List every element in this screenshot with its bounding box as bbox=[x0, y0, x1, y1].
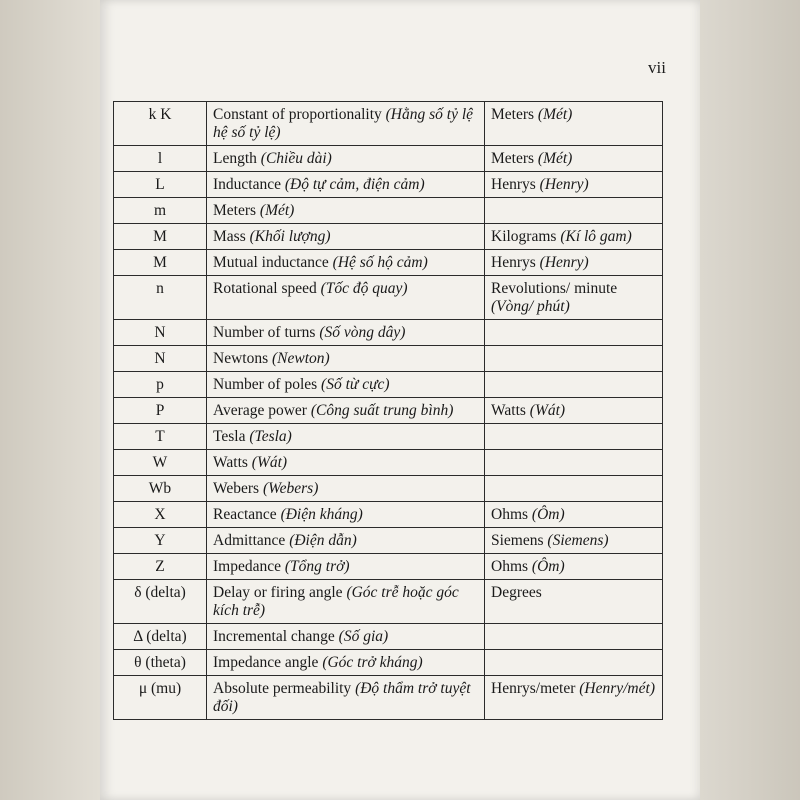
table-row bbox=[114, 580, 663, 624]
unit-vietnamese: (Mét) bbox=[537, 106, 573, 123]
unit-cell bbox=[485, 224, 663, 250]
symbol-cell: Y bbox=[114, 528, 207, 554]
unit-cell bbox=[485, 502, 663, 528]
unit-cell bbox=[485, 554, 663, 580]
description-cell bbox=[207, 398, 485, 424]
description-english: Number of poles bbox=[213, 376, 322, 393]
description-vietnamese: (Wát) bbox=[251, 454, 288, 471]
unit-cell bbox=[485, 198, 663, 224]
unit-english: Meters bbox=[491, 150, 538, 167]
description-cell bbox=[207, 198, 485, 224]
description-cell bbox=[207, 372, 485, 398]
description-cell bbox=[207, 450, 485, 476]
description-cell bbox=[207, 676, 485, 720]
unit-cell bbox=[485, 372, 663, 398]
description-vietnamese: (Số gia) bbox=[338, 628, 389, 645]
unit-cell bbox=[485, 676, 663, 720]
description-cell bbox=[207, 580, 485, 624]
symbol-cell: δ (delta) bbox=[114, 580, 207, 624]
table-row bbox=[114, 502, 663, 528]
unit-cell bbox=[485, 250, 663, 276]
unit-english: Meters bbox=[491, 106, 538, 123]
page-number: vii bbox=[648, 58, 666, 77]
unit-cell bbox=[485, 528, 663, 554]
description-vietnamese: (Newton) bbox=[271, 350, 330, 367]
description-english: Mass bbox=[213, 228, 250, 245]
description-vietnamese: (Điện kháng) bbox=[280, 506, 363, 523]
symbol-cell: n bbox=[114, 276, 207, 320]
description-english: Mutual inductance bbox=[213, 254, 333, 271]
table-row bbox=[114, 276, 663, 320]
unit-cell bbox=[485, 476, 663, 502]
unit-cell bbox=[485, 650, 663, 676]
table-row bbox=[114, 146, 663, 172]
symbol-cell: Wb bbox=[114, 476, 207, 502]
description-english: Incremental change bbox=[213, 628, 339, 645]
background-right bbox=[700, 0, 800, 800]
table-row bbox=[114, 346, 663, 372]
symbol-cell: m bbox=[114, 198, 207, 224]
unit-cell bbox=[485, 276, 663, 320]
description-vietnamese: (Góc trở kháng) bbox=[322, 654, 423, 671]
unit-english: Ohms bbox=[491, 558, 532, 575]
unit-vietnamese: (Mét) bbox=[537, 150, 573, 167]
unit-cell bbox=[485, 320, 663, 346]
description-english: Average power bbox=[213, 402, 311, 419]
unit-english: Revolutions/ minute bbox=[491, 280, 618, 297]
symbol-cell: X bbox=[114, 502, 207, 528]
symbol-cell: M bbox=[114, 224, 207, 250]
description-vietnamese: (Độ tự cảm, điện cảm) bbox=[284, 176, 425, 193]
symbol-cell: l bbox=[114, 146, 207, 172]
description-vietnamese: (Số từ cực) bbox=[321, 376, 390, 393]
description-cell bbox=[207, 528, 485, 554]
symbol-cell: p bbox=[114, 372, 207, 398]
description-english: Number of turns bbox=[213, 324, 320, 341]
table-row bbox=[114, 198, 663, 224]
symbol-cell: Z bbox=[114, 554, 207, 580]
description-vietnamese: (Góc trễ hoặc góc kích trễ) bbox=[213, 584, 459, 619]
symbol-cell: μ (mu) bbox=[114, 676, 207, 720]
symbols-table bbox=[113, 101, 663, 720]
description-vietnamese: (Tesla) bbox=[249, 428, 292, 445]
description-cell bbox=[207, 624, 485, 650]
unit-vietnamese: (Henry) bbox=[539, 254, 589, 271]
table-row bbox=[114, 172, 663, 198]
unit-english: Ohms bbox=[491, 506, 532, 523]
unit-cell bbox=[485, 450, 663, 476]
unit-cell bbox=[485, 146, 663, 172]
description-cell bbox=[207, 102, 485, 146]
table-row bbox=[114, 554, 663, 580]
description-vietnamese: (Tổng trở) bbox=[284, 558, 350, 575]
description-cell bbox=[207, 224, 485, 250]
description-english: Length bbox=[213, 150, 261, 167]
unit-vietnamese: (Ôm) bbox=[531, 506, 565, 523]
symbol-cell: N bbox=[114, 320, 207, 346]
description-cell bbox=[207, 346, 485, 372]
symbol-cell: T bbox=[114, 424, 207, 450]
unit-english: Degrees bbox=[491, 584, 542, 601]
symbol-cell: L bbox=[114, 172, 207, 198]
unit-english: Kilograms bbox=[491, 228, 561, 245]
symbol-cell: k K bbox=[114, 102, 207, 146]
table-row bbox=[114, 450, 663, 476]
symbol-cell: P bbox=[114, 398, 207, 424]
description-cell bbox=[207, 502, 485, 528]
description-cell bbox=[207, 424, 485, 450]
description-vietnamese: (Công suất trung bình) bbox=[310, 402, 454, 419]
description-english: Newtons bbox=[213, 350, 272, 367]
table-row bbox=[114, 528, 663, 554]
table-row bbox=[114, 372, 663, 398]
description-cell bbox=[207, 172, 485, 198]
description-cell bbox=[207, 250, 485, 276]
description-english: Meters bbox=[213, 202, 260, 219]
description-vietnamese: (Khối lượng) bbox=[249, 228, 331, 245]
description-cell bbox=[207, 650, 485, 676]
description-cell bbox=[207, 320, 485, 346]
unit-english: Siemens bbox=[491, 532, 548, 549]
description-cell bbox=[207, 146, 485, 172]
unit-cell bbox=[485, 346, 663, 372]
unit-vietnamese: (Henry/mét) bbox=[579, 680, 655, 697]
table-row bbox=[114, 624, 663, 650]
description-vietnamese: (Tốc độ quay) bbox=[320, 280, 408, 297]
symbol-cell: W bbox=[114, 450, 207, 476]
description-english: Watts bbox=[213, 454, 252, 471]
table-row bbox=[114, 398, 663, 424]
description-english: Inductance bbox=[213, 176, 285, 193]
unit-vietnamese: (Henry) bbox=[539, 176, 589, 193]
description-english: Webers bbox=[213, 480, 263, 497]
unit-cell bbox=[485, 398, 663, 424]
table-row bbox=[114, 250, 663, 276]
unit-vietnamese: (Wát) bbox=[529, 402, 566, 419]
table-row bbox=[114, 476, 663, 502]
description-english: Tesla bbox=[213, 428, 250, 445]
symbol-cell: N bbox=[114, 346, 207, 372]
background-left bbox=[0, 0, 100, 800]
table-row bbox=[114, 676, 663, 720]
unit-english: Henrys bbox=[491, 254, 540, 271]
description-vietnamese: (Hệ số hộ cảm) bbox=[332, 254, 428, 271]
description-vietnamese: (Webers) bbox=[262, 480, 319, 497]
table-row bbox=[114, 102, 663, 146]
table-row bbox=[114, 424, 663, 450]
unit-cell bbox=[485, 424, 663, 450]
symbol-cell: θ (theta) bbox=[114, 650, 207, 676]
unit-english: Henrys bbox=[491, 176, 540, 193]
symbol-cell: M bbox=[114, 250, 207, 276]
description-english: Rotational speed bbox=[213, 280, 321, 297]
description-vietnamese: (Số vòng dây) bbox=[319, 324, 406, 341]
description-english: Delay or firing angle bbox=[213, 584, 347, 601]
description-english: Constant of proportionality bbox=[213, 106, 386, 123]
unit-vietnamese: (Kí lô gam) bbox=[560, 228, 632, 245]
description-english: Reactance bbox=[213, 506, 281, 523]
description-cell bbox=[207, 476, 485, 502]
description-english: Impedance angle bbox=[213, 654, 323, 671]
description-vietnamese: (Độ thẩm trở tuyệt đối) bbox=[213, 680, 471, 715]
unit-vietnamese: (Siemens) bbox=[547, 532, 609, 549]
unit-cell bbox=[485, 624, 663, 650]
description-cell bbox=[207, 276, 485, 320]
unit-vietnamese: (Vòng/ phút) bbox=[491, 298, 570, 315]
table-row bbox=[114, 650, 663, 676]
unit-cell bbox=[485, 580, 663, 624]
description-english: Impedance bbox=[213, 558, 285, 575]
description-vietnamese: (Điện dẫn) bbox=[289, 532, 357, 549]
description-vietnamese: (Chiều dài) bbox=[260, 150, 332, 167]
table-row bbox=[114, 320, 663, 346]
unit-english: Watts bbox=[491, 402, 530, 419]
symbol-cell: Δ (delta) bbox=[114, 624, 207, 650]
unit-vietnamese: (Ôm) bbox=[531, 558, 565, 575]
unit-cell bbox=[485, 172, 663, 198]
unit-english: Henrys/meter bbox=[491, 680, 580, 697]
description-vietnamese: (Mét) bbox=[259, 202, 295, 219]
description-vietnamese: (Hằng số tỷ lệ hệ số tỷ lệ) bbox=[213, 106, 474, 141]
description-english: Admittance bbox=[213, 532, 290, 549]
unit-cell bbox=[485, 102, 663, 146]
description-english: Absolute permeability bbox=[213, 680, 356, 697]
description-cell bbox=[207, 554, 485, 580]
table-row bbox=[114, 224, 663, 250]
